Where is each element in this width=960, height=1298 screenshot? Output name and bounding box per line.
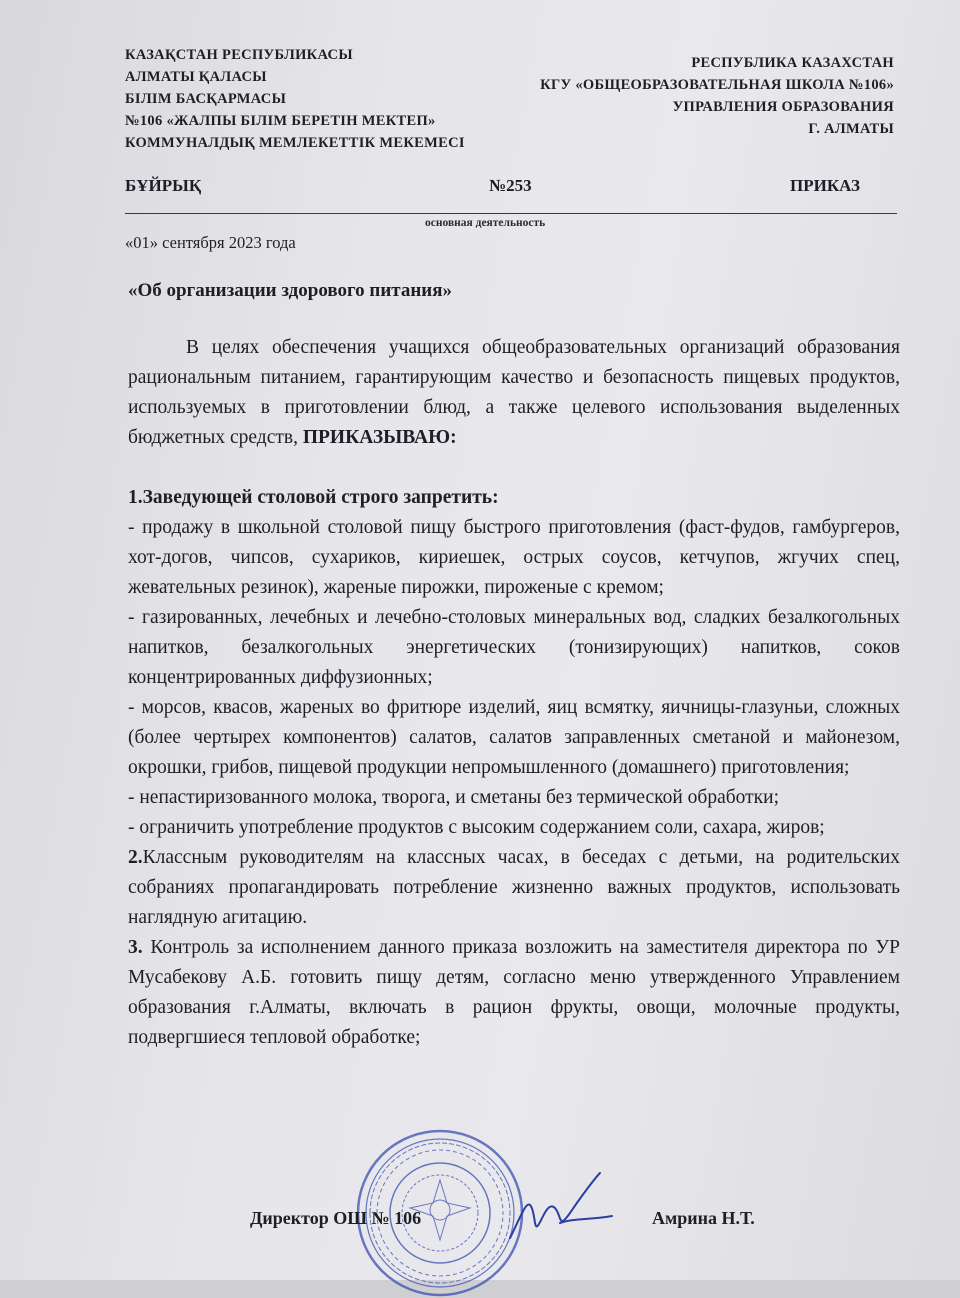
header-line: КАЗАҚСТАН РЕСПУБЛИКАСЫ xyxy=(125,47,353,63)
section-2-text: Классным руководителям на классных часах, в беседах с детьми, на родительских собраниях пропагандировать потребление жизненно важных продуктов, использовать наглядную агитацию. xyxy=(128,847,900,928)
header-russian xyxy=(474,52,894,140)
header-line: КГУ «ОБЩЕОБРАЗОВАТЕЛЬНАЯ ШКОЛА №106» xyxy=(540,77,894,93)
section-3-text: Контроль за исполнением данного приказа возложить на заместителя директора по УР Мусабекову А.Б. готовить пищу детям, согласно меню утвержденного Управлением образования г.Алматы, включать в рацион фрукты, овощи, молочные продукты, подвергшиеся тепловой обработке; xyxy=(128,937,900,1048)
order-date: «01» сентября 2023 года xyxy=(125,233,296,252)
spacer xyxy=(128,453,900,483)
header-line: УПРАВЛЕНИЯ ОБРАЗОВАНИЯ xyxy=(672,99,894,115)
section-2-number: 2. xyxy=(128,847,143,868)
intro-text: В целях обеспечения учащихся общеобразовательных организаций образования рациональным питанием, гарантирующим качество и безопасность пищевых продуктов, используемых в приготовлении блюд, а также целевого использования выделенных бюджетных средств, xyxy=(128,337,900,448)
header-line: Г. АЛМАТЫ xyxy=(808,121,894,137)
order-label-kazakh: БҰЙРЫҚ xyxy=(125,176,202,195)
activity-type: основная деятельность xyxy=(425,217,546,229)
order-word: ПРИКАЗЫВАЮ: xyxy=(302,427,457,448)
list-item: - газированных, лечебных и лечебно-столовых минеральных вод, сладких безалкогольных напитков, безалкогольных энергетических (тонизирующих) напитков, соков концентрированных диффузионных; xyxy=(128,607,900,688)
header-line: БІЛІМ БАСҚАРМАСЫ xyxy=(125,91,287,107)
intro-paragraph xyxy=(128,333,900,453)
header-line: №106 «ЖАЛПЫ БІЛІМ БЕРЕТІН МЕКТЕП» xyxy=(125,113,436,129)
order-label-russian: ПРИКАЗ xyxy=(790,176,860,195)
header-line: РЕСПУБЛИКА КАЗАХСТАН xyxy=(691,55,894,71)
list-item: - морсов, квасов, жареных во фритюре изделий, яиц всмятку, яичницы-глазуньи, сложных (более чертырех компонентов) салатов, салатов заправленных сметаной и майонезом, окрошки, грибов, пищевой продукции непромышленного (домашнего) приготовления; xyxy=(128,697,900,778)
section-3 xyxy=(128,933,900,1053)
list-item: - продажу в школьной столовой пищу быстрого приготовления (фаст-фудов, гамбургеров, хот-догов, чипсов, сухариков, кириешек, острых соусов, кетчупов, жгучих спец, жевательных резинок), жареные пирожки, пироженые с кремом; xyxy=(128,517,900,598)
order-heading-row xyxy=(125,176,860,200)
order-number: №253 xyxy=(489,176,532,195)
section-1-title: 1.Заведующей столовой строго запретить: xyxy=(128,487,499,508)
header-line: АЛМАТЫ ҚАЛАСЫ xyxy=(125,69,267,85)
signature-row xyxy=(0,1208,960,1238)
list-item: - непастиризованного молока, творога, и сметаны без термической обработки; xyxy=(128,787,780,808)
order-body xyxy=(128,333,900,1053)
divider-line xyxy=(125,213,897,214)
section-3-number: 3. xyxy=(128,937,143,958)
section-2 xyxy=(128,843,900,933)
director-position: Директор ОШ № 106 xyxy=(250,1208,422,1228)
header-line: КОММУНАЛДЫҚ МЕМЛЕКЕТТІК МЕКЕМЕСІ xyxy=(125,135,465,151)
order-title: «Об организации здорового питания» xyxy=(128,280,453,301)
list-item: - ограничить употребление продуктов с высоким содержанием соли, сахара, жиров; xyxy=(128,817,825,838)
director-name: Амрина Н.Т. xyxy=(652,1208,755,1228)
